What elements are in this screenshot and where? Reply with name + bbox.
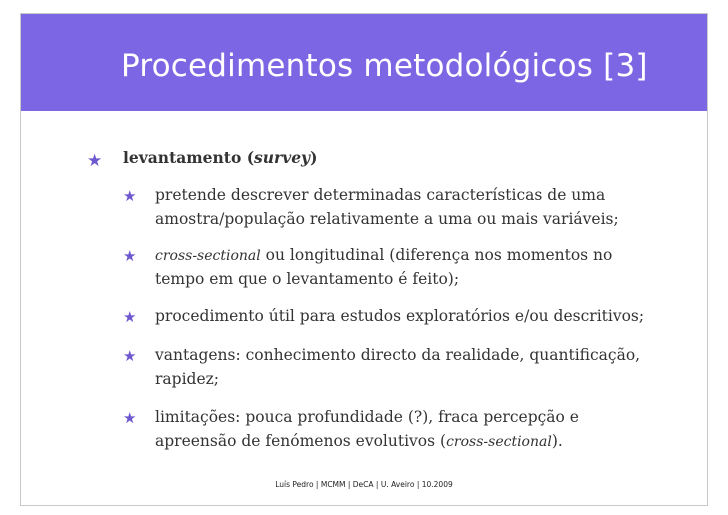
bullet-item-2-rest: ou longitudinal (diferença nos momentos no bbox=[260, 246, 613, 264]
heading-emphasis: survey bbox=[254, 148, 311, 167]
bullet-item-4-line-1: vantagens: conhecimento directo da realidade, quantificação, bbox=[155, 346, 641, 364]
slide bbox=[20, 13, 708, 506]
slide-footer: Luís Pedro | MCMM | DeCA | U. Aveiro | 10.2009 bbox=[275, 480, 453, 489]
bullet-item-5-emphasis: cross-sectional bbox=[446, 434, 552, 450]
bullet-item-5-end: ). bbox=[551, 432, 563, 450]
star-icon: ★ bbox=[123, 247, 137, 265]
bullet-item-5-line-1: limitações: pouca profundidade (?), fraca percepção e bbox=[155, 408, 579, 426]
star-icon: ★ bbox=[123, 347, 137, 365]
bullet-item-1-line-2: amostra/população relativamente a uma ou mais variáveis; bbox=[155, 210, 619, 228]
heading-levantamento bbox=[123, 146, 317, 169]
bullet-item-2-line-2: tempo em que o levantamento é feito); bbox=[155, 270, 460, 288]
bullet-item-2-line-1 bbox=[155, 244, 612, 268]
bullet-item-1-line-1: pretende descrever determinadas características de uma bbox=[155, 186, 606, 204]
star-icon: ★ bbox=[123, 409, 137, 427]
bullet-item-4-line-2: rapidez; bbox=[155, 370, 220, 388]
star-icon: ★ bbox=[87, 151, 103, 171]
star-icon: ★ bbox=[123, 308, 137, 326]
heading-close: ) bbox=[310, 148, 318, 167]
bullet-item-3-line-1: procedimento útil para estudos exploratórios e/ou descritivos; bbox=[155, 307, 645, 325]
heading-text: levantamento ( bbox=[123, 148, 255, 167]
star-icon: ★ bbox=[123, 187, 137, 205]
slide-content bbox=[21, 14, 707, 505]
bullet-item-2-emphasis: cross-sectional bbox=[155, 248, 261, 264]
bullet-item-5-start: apreensão de fenómenos evolutivos ( bbox=[155, 432, 447, 450]
bullet-item-5-line-2 bbox=[155, 430, 563, 454]
slide-title: Procedimentos metodológicos [3] bbox=[121, 48, 648, 84]
